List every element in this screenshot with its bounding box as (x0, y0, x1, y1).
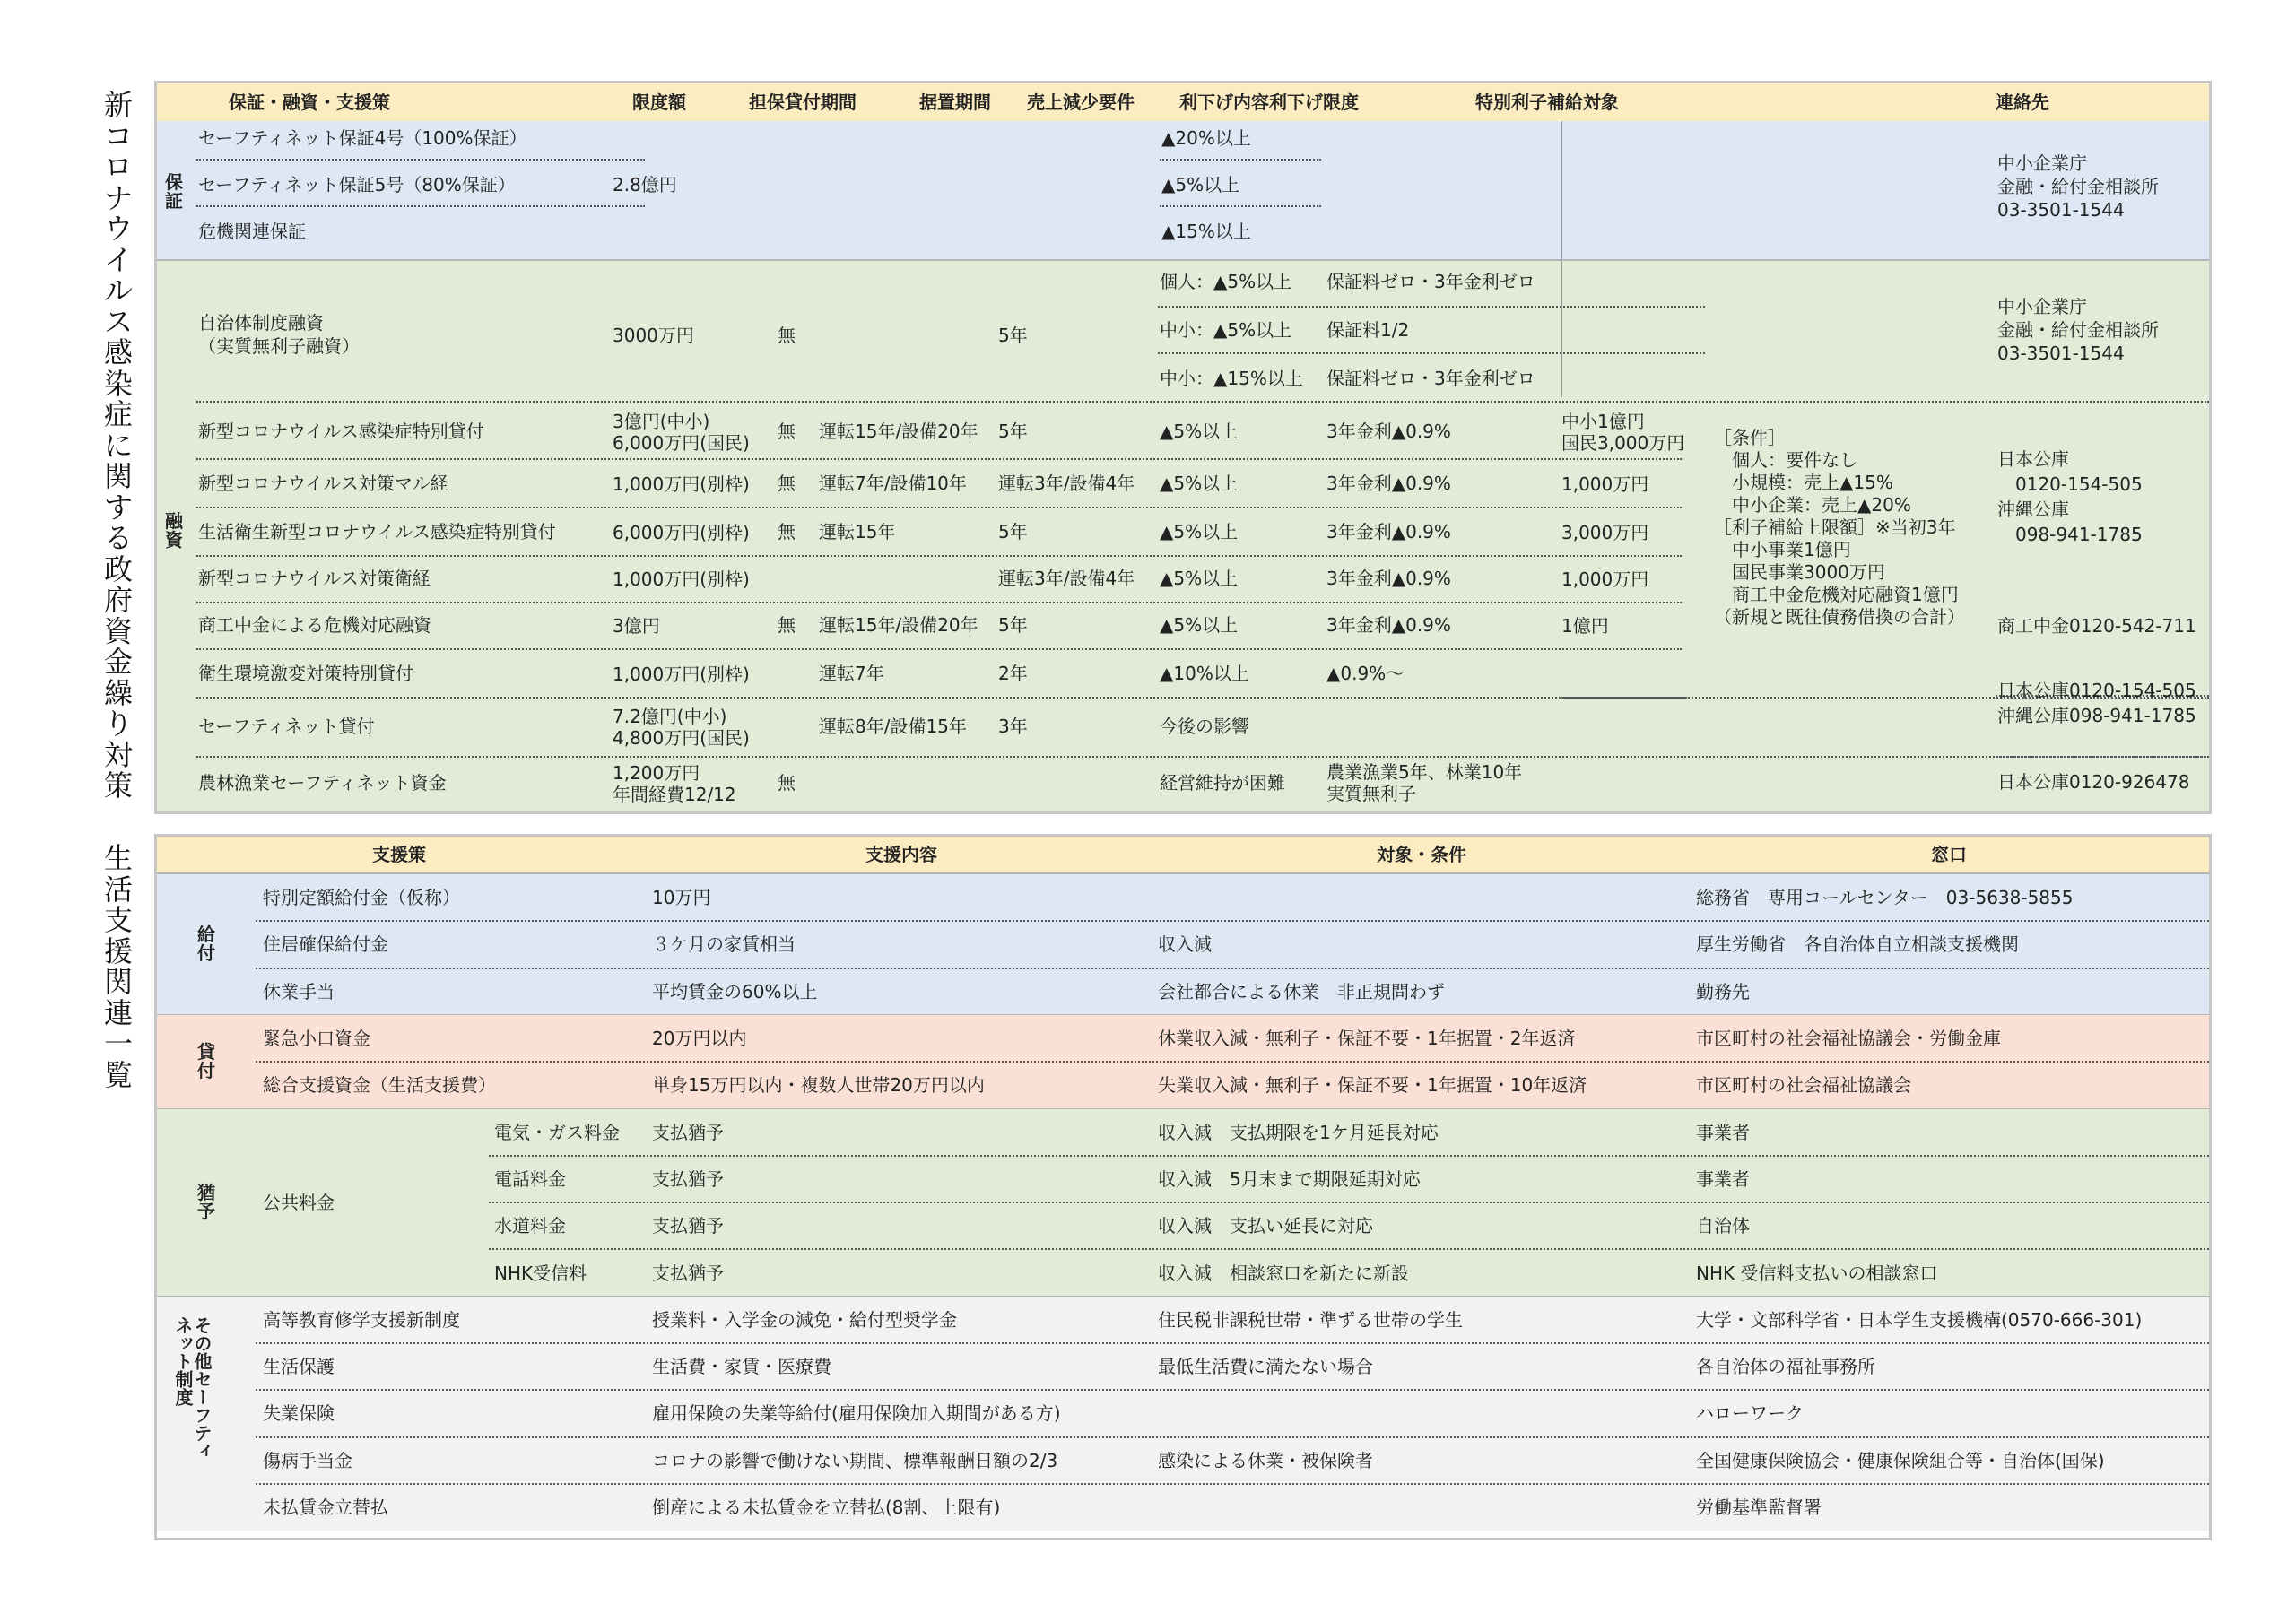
living-support-table (154, 834, 2212, 1540)
group-label-safety-net-line: ネット制度 (172, 1315, 194, 1406)
row-divider (489, 1155, 2209, 1157)
support-contact: 各自治体の福祉事務所 (1696, 1356, 1875, 1378)
support-content: 支払猶予 (652, 1121, 724, 1143)
guarantee-sales: ▲15%以上 (1161, 221, 1251, 242)
header-rate-limit: 利下げ限度 (1269, 91, 1359, 113)
support-name: 傷病手当金 (263, 1449, 352, 1471)
loan-rate-limit: 1億円 (1561, 615, 1609, 637)
row-divider (489, 1202, 2209, 1203)
row-divider (1160, 205, 1321, 207)
loan-grace: 2年 (998, 663, 1028, 684)
loan-grace: 5年 (998, 521, 1028, 542)
loan-limit: 1,200万円 (613, 762, 700, 784)
utility-type: NHK受信料 (494, 1262, 587, 1284)
support-contact: 市区町村の社会福祉協議会 (1696, 1074, 1911, 1097)
jfc-agri-contact: 日本公庫0120-926478 (1997, 771, 2190, 793)
guarantee-limit: 2.8億円 (613, 174, 677, 195)
group-label-safety-net-line: セーフティ (191, 1369, 213, 1460)
local-loan-name: （実質無利子融資） (198, 335, 360, 357)
loan-name: 衛生環境激変対策特別貸付 (198, 663, 413, 684)
loan-name: セーフティネット貸付 (198, 716, 375, 737)
loan-limit: 3億円 (613, 615, 660, 637)
loan-grace: 5年 (998, 614, 1028, 636)
row-divider (256, 968, 2209, 969)
row-divider (256, 1061, 2209, 1063)
loan-limit: 3億円(中小) (613, 411, 710, 432)
row-divider (1160, 159, 1321, 161)
row-divider (256, 1483, 2209, 1485)
subsidy-condition: 商工中金危機対応融資1億円 (1714, 584, 1959, 605)
row-divider (196, 555, 1682, 557)
support-name: 未払賃金立替払 (263, 1497, 388, 1519)
support-target: 収入減 支払期限を1ケ月延長対応 (1158, 1121, 1439, 1143)
loan-collateral: 無 (778, 614, 796, 636)
support-target: 住民税非課税世帯・準ずる世帯の学生 (1158, 1308, 1463, 1331)
guarantee-name: セーフティネット保証4号（100%保証） (198, 127, 527, 149)
loan-limit: 4,800万円(国民) (613, 727, 750, 749)
support-target: 収入減 (1158, 933, 1212, 956)
subsidy-condition: 小規模：売上▲15% (1714, 472, 1893, 493)
column-divider (1561, 121, 1562, 259)
subsidy-condition: 国民事業3000万円 (1714, 561, 1885, 583)
loan-collateral: 無 (778, 421, 796, 442)
loan-name: 新型コロナウイルス対策衛経 (198, 568, 430, 589)
support-target: 休業収入減・無利子・保証不要・1年据置・2年返済 (1158, 1028, 1576, 1050)
loan-name: 新型コロナウイルス対策マル経 (198, 473, 448, 494)
row-divider (196, 205, 645, 207)
group-label-guarantee: 保証 (165, 171, 183, 212)
support-content: 単身15万円以内・複数人世帯20万円以内 (652, 1074, 985, 1097)
support-target: 最低生活費に満たない場合 (1158, 1356, 1373, 1378)
support-content: 倒産による未払賃金を立替払(8割、上限有) (652, 1497, 1001, 1519)
local-loan-collateral: 無 (778, 325, 796, 346)
loan-rate-limit: 1,000万円 (1561, 473, 1649, 495)
support-target: 収入減 相談窓口を新たに新設 (1158, 1262, 1409, 1284)
header-contact: 連絡先 (1996, 91, 2049, 113)
header-collateral: 担保 (749, 91, 785, 113)
loan-term: 運転15年/設備20年 (819, 421, 978, 442)
support-name: 生活保護 (263, 1356, 335, 1378)
support-content: 支払猶予 (652, 1262, 724, 1284)
utility-type: 水道料金 (494, 1215, 566, 1237)
group-label-loan: 融資 (165, 510, 183, 551)
loan-rate: 3年金利▲0.9% (1326, 614, 1451, 636)
subsidy-condition: ［利子補給上限額］※当初3年 (1714, 516, 1956, 538)
group-label-benefit: 給付 (197, 924, 215, 965)
jfc-contact: 0120-154-505 (1997, 473, 2143, 495)
loan-name: 農林漁業セーフティネット資金 (198, 772, 447, 794)
support-content: 20万円以内 (652, 1028, 747, 1050)
guarantee-sales: ▲5%以上 (1161, 174, 1240, 195)
header-contact: 窓口 (1931, 844, 1967, 865)
loan-rate: 3年金利▲0.9% (1326, 521, 1451, 542)
group-label-safety-net-line: その他 (191, 1315, 213, 1370)
support-target: 感染による休業・被保険者 (1158, 1449, 1373, 1471)
support-name: 緊急小口資金 (263, 1028, 370, 1050)
jfc-contact: 日本公庫 (1997, 448, 2069, 470)
header-sales: 売上減少要件 (1027, 91, 1135, 113)
safety-net-section (157, 1297, 2209, 1532)
guarantee-name: 危機関連保証 (198, 221, 306, 242)
header-content: 支援内容 (865, 844, 937, 865)
guarantee-contact: 中小企業庁 (1997, 152, 2087, 174)
loan-term: 運転7年/設備10年 (819, 473, 967, 494)
support-name: 休業手当 (263, 980, 335, 1002)
title-living-support: 生活支援関連一覧 (103, 841, 133, 1092)
row-divider (1158, 352, 1705, 354)
group-label-safety-net (173, 1316, 211, 1496)
loan-sales: 今後の影響 (1160, 716, 1249, 737)
support-name: 失業保険 (263, 1402, 335, 1425)
subsidy-condition: （新規と既往債務借換の合計） (1714, 606, 1965, 628)
support-target: 収入減 5月末まで期限延期対応 (1158, 1167, 1421, 1190)
support-target: 収入減 支払い延長に対応 (1158, 1215, 1373, 1237)
support-content: 授業料・入学金の減免・給付型奨学金 (652, 1308, 957, 1331)
subsidy-condition: ［条件］ (1714, 427, 1786, 448)
loan-sales: ▲5%以上 (1160, 421, 1239, 442)
local-loan-sales: 中小：▲5%以上 (1160, 319, 1292, 341)
loan-rate: 3年金利▲0.9% (1326, 473, 1451, 494)
header-measure: 支援策 (372, 844, 426, 865)
row-divider (256, 1389, 2209, 1391)
column-divider (1561, 261, 1562, 397)
loan-name: 生活衛生新型コロナウイルス感染症特別貸付 (198, 521, 556, 542)
support-target: 会社都合による休業 非正規問わず (1158, 980, 1445, 1002)
jfc-contact: 沖縄公庫 (1997, 499, 2069, 520)
guarantee-contact: 03-3501-1544 (1997, 199, 2125, 221)
local-loan-rate: 保証料1/2 (1326, 319, 1410, 341)
subsidy-condition: 中小企業：売上▲20% (1714, 494, 1911, 516)
header-rate-cut: 利下げ内容 (1179, 91, 1269, 113)
loan-rate-limit: 3,000万円 (1561, 522, 1649, 543)
row-divider (196, 602, 1682, 603)
title-funding-measures: 新コロナウイルス感染症に関する政府資金繰り対策 (103, 88, 133, 803)
loan-rate-limit: 中小1億円 (1561, 411, 1645, 432)
subsidy-condition: 中小事業1億円 (1714, 539, 1851, 560)
support-name: 高等教育修学支援新制度 (263, 1308, 460, 1331)
utility-type: 電気・ガス料金 (494, 1121, 620, 1143)
header-grace: 据置期間 (919, 91, 991, 113)
loan-rate: 農業漁業5年、林業10年 実質無利子 (1326, 761, 1523, 804)
support-contact: 大学・文部科学省・日本学生支援機構(0570-666-301) (1696, 1308, 2143, 1331)
guarantee-contact: 金融・給付金相談所 (1997, 176, 2159, 197)
section-divider (157, 259, 2209, 261)
loan-limit: 年間経費12/12 (613, 784, 736, 805)
group-label-deferral: 猶予 (197, 1182, 215, 1223)
row-divider (196, 507, 1682, 508)
local-loan-rate: 保証料ゼロ・3年金利ゼロ (1326, 368, 1535, 389)
row-divider (196, 697, 2209, 699)
support-contact: 勤務先 (1696, 980, 1750, 1002)
row-divider (196, 401, 2209, 403)
jfc-contact: 098-941-1785 (1997, 524, 2143, 545)
loan-grace: 運転3年/設備4年 (998, 568, 1135, 589)
support-contact: 全国健康保険協会・健康保険組合等・自治体(国保) (1696, 1449, 2105, 1471)
loan-rate-limit: 1,000万円 (1561, 568, 1649, 590)
loan-term: 運転15年 (819, 521, 896, 542)
support-content: 平均賃金の60%以上 (652, 980, 818, 1002)
support-contact: 労働基準監督署 (1696, 1497, 1822, 1519)
row-divider (256, 920, 2209, 922)
loan-limit: 7.2億円(中小) (613, 706, 727, 727)
subsidy-condition: 個人：要件なし (1714, 449, 1857, 471)
loan-sales: 経営維持が困難 (1160, 772, 1285, 794)
support-contact: 厚生労働省 各自治体自立相談支援機関 (1696, 933, 2019, 956)
loan-limit: 1,000万円(別枠) (613, 664, 750, 685)
local-loan-rate: 保証料ゼロ・3年金利ゼロ (1326, 271, 1535, 292)
loan-term: 運転7年 (819, 663, 884, 684)
row-divider (1996, 756, 2209, 758)
loan-term: 運転15年/設備20年 (819, 614, 978, 636)
local-loan-grace: 5年 (998, 325, 1028, 346)
loan-grace: 5年 (998, 421, 1028, 442)
row-divider (196, 648, 1682, 650)
loan-rate: 3年金利▲0.9% (1326, 568, 1451, 589)
support-contact: 事業者 (1696, 1121, 1750, 1143)
loan-sales: ▲5%以上 (1160, 614, 1239, 636)
support-content: 10万円 (652, 887, 711, 909)
support-content: 支払猶予 (652, 1167, 724, 1190)
header-target: 対象・条件 (1377, 844, 1466, 865)
jfc-okinawa-contact: 日本公庫0120-154-505 (1997, 680, 2196, 701)
loan-name: 商工中金による危機対応融資 (198, 614, 431, 636)
loan-limit: 6,000万円(別枠) (613, 522, 750, 543)
loan-collateral: 無 (778, 772, 796, 794)
local-loan-name: 自治体制度融資 (198, 312, 324, 334)
loan-limit: 1,000万円(別枠) (613, 473, 750, 495)
local-loan-contact: 03-3501-1544 (1997, 343, 2125, 364)
guarantee-name: セーフティネット保証5号（80%保証） (198, 174, 516, 195)
local-loan-sales: 中小：▲15%以上 (1160, 368, 1303, 389)
header-term: 貸付期間 (785, 91, 857, 113)
row-divider (196, 159, 645, 161)
support-name: 特別定額給付金（仮称） (263, 887, 460, 909)
row-divider (196, 458, 1682, 460)
jfc-okinawa-contact: 沖縄公庫098-941-1785 (1997, 705, 2196, 726)
row-divider (256, 1342, 2209, 1344)
local-loan-contact: 金融・給付金相談所 (1997, 319, 2159, 341)
loan-limit: 6,000万円(国民) (613, 432, 750, 454)
support-contact: NHK 受信料支払いの相談窓口 (1696, 1262, 1938, 1284)
loan-grace: 運転3年/設備4年 (998, 473, 1135, 494)
loan-collateral: 無 (778, 473, 796, 494)
header-measure: 保証・融資・支援策 (229, 91, 390, 113)
funding-measures-table (154, 81, 2212, 814)
header-subsidy: 特別利子補給対象 (1475, 91, 1619, 113)
loan-name: 新型コロナウイルス感染症特別貸付 (198, 421, 484, 442)
loan-grace: 3年 (998, 716, 1028, 737)
support-content: 支払猶予 (652, 1215, 724, 1237)
support-content: 生活費・家賃・医療費 (652, 1356, 831, 1378)
local-loan-limit: 3000万円 (613, 325, 694, 346)
row-divider (1561, 697, 1687, 699)
loan-term: 運転8年/設備15年 (819, 716, 967, 737)
loan-sales: ▲5%以上 (1160, 473, 1239, 494)
support-contact: 自治体 (1696, 1215, 1750, 1237)
support-contact: 市区町村の社会福祉協議会・労働金庫 (1696, 1028, 2001, 1050)
loan-sales: ▲5%以上 (1160, 568, 1239, 589)
loan-rate-limit: 国民3,000万円 (1561, 432, 1685, 454)
support-contact: 事業者 (1696, 1167, 1750, 1190)
utility-type: 電話料金 (494, 1167, 566, 1190)
support-content: 雇用保険の失業等給付(雇用保険加入期間がある方) (652, 1402, 1061, 1425)
loan-sales: ▲10%以上 (1160, 663, 1249, 684)
support-content: コロナの影響で働けない期間、標準報酬日額の2/3 (652, 1449, 1058, 1471)
shoko-chukin-contact: 商工中金0120-542-711 (1997, 615, 2196, 637)
support-name: 公共料金 (263, 1192, 335, 1214)
loan-rate: 3年金利▲0.9% (1326, 421, 1451, 442)
group-label-loan: 貸付 (197, 1041, 215, 1082)
guarantee-sales: ▲20%以上 (1161, 127, 1251, 149)
loan-sales: ▲5%以上 (1160, 521, 1239, 542)
header-limit: 限度額 (632, 91, 686, 113)
row-divider (1158, 306, 1705, 308)
loan-collateral: 無 (778, 521, 796, 542)
support-name: 住居確保給付金 (263, 933, 388, 956)
loan-limit: 1,000万円(別枠) (613, 568, 750, 590)
support-name: 総合支援資金（生活支援費） (263, 1074, 496, 1097)
row-divider (256, 1436, 2209, 1438)
local-loan-contact: 中小企業庁 (1997, 296, 2087, 317)
support-content: ３ケ月の家賃相当 (652, 933, 796, 956)
local-loan-sales: 個人：▲5%以上 (1160, 271, 1292, 292)
row-divider (196, 756, 2209, 758)
support-target: 失業収入減・無利子・保証不要・1年据置・10年返済 (1158, 1074, 1587, 1097)
support-contact: ハローワーク (1696, 1402, 1804, 1425)
loan-rate: ▲0.9%〜 (1326, 663, 1405, 684)
support-contact: 総務省 専用コールセンター 03-5638-5855 (1696, 887, 2074, 909)
row-divider (489, 1248, 2209, 1250)
